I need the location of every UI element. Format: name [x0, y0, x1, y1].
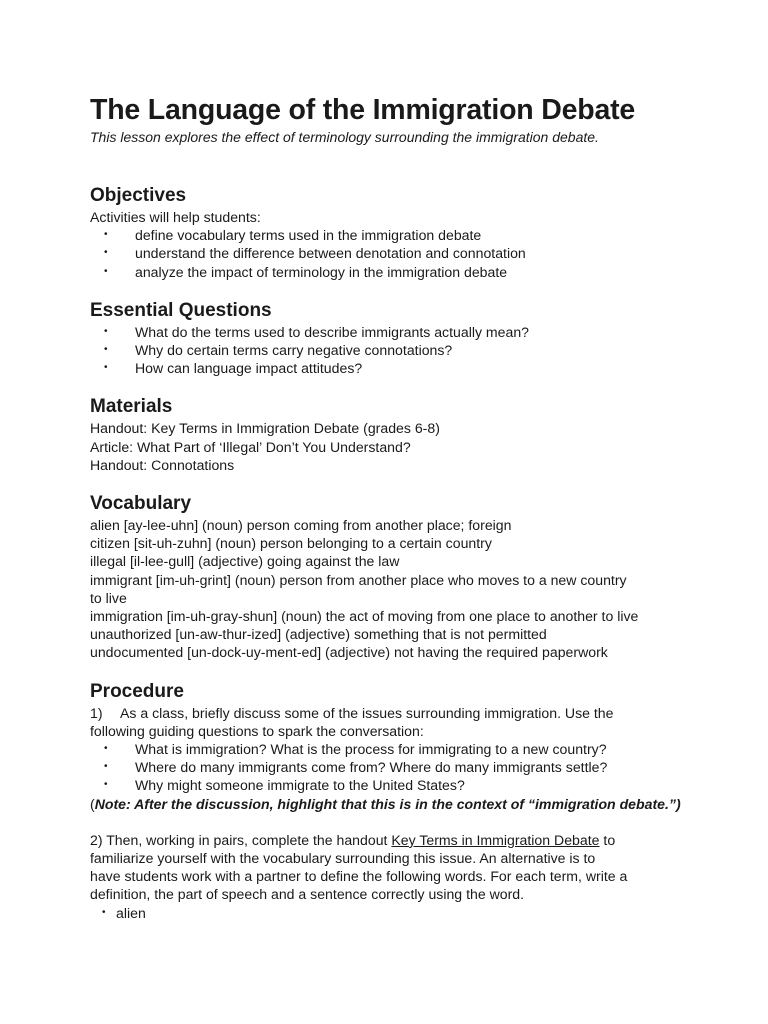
procedure-step-1: 1) As a class, briefly discuss some of the issues surrounding immigration. Use the: [90, 704, 614, 721]
vocabulary-line: citizen [sit-uh-zuhn] (noun) person belonging to a certain country: [90, 535, 492, 552]
objectives-list: [90, 226, 690, 281]
procedure-step-2: 2) Then, working in pairs, complete the handout Key Terms in Immigration Debate to: [90, 831, 616, 848]
materials-item: Handout: Connotations: [90, 456, 235, 473]
list-item: • alien: [102, 904, 146, 921]
guiding-questions-list: [90, 740, 690, 795]
materials-item: Article: What Part of ‘Illegal’ Don’t You Understand?: [90, 438, 411, 455]
page-subtitle: This lesson explores the effect of terminology surrounding the immigration debate.: [90, 129, 599, 145]
list-item: • What do the terms used to describe immigrants actually mean?: [104, 323, 530, 340]
list-item: • analyze the impact of terminology in the immigration debate: [104, 263, 508, 280]
vocabulary-heading: Vocabulary: [90, 493, 192, 515]
vocabulary-line: undocumented [un-dock-uy-ment-ed] (adjective) not having the required paperwork: [90, 644, 608, 661]
vocabulary-line: immigration [im-uh-gray-shun] (noun) the act of moving from one place to another to live: [90, 608, 639, 625]
procedure-step-1-continued: following guiding questions to spark the conversation:: [90, 722, 424, 739]
page-title: The Language of the Immigration Debate: [90, 94, 636, 126]
bullet-icon: •: [104, 229, 108, 241]
bullet-icon: •: [104, 325, 108, 337]
list-item: • Where do many immigrants come from? Where do many immigrants settle?: [104, 759, 608, 776]
bullet-icon: •: [104, 761, 108, 773]
procedure-step-2-line: have students work with a partner to define the following words. For each term, write a: [90, 868, 628, 885]
vocabulary-line: immigrant [im-uh-grint] (noun) person from another place who moves to a new country: [90, 571, 627, 588]
list-item: • define vocabulary terms used in the immigration debate: [104, 227, 482, 244]
vocabulary-line: unauthorized [un-aw-thur-ized] (adjective) something that is not permitted: [90, 626, 547, 643]
vocabulary-line: illegal [il-lee-gull] (adjective) going against the law: [90, 553, 400, 570]
vocabulary-line: alien [ay-lee-uhn] (noun) person coming from another place; foreign: [90, 517, 512, 534]
key-terms-link[interactable]: Key Terms in Immigration Debate: [391, 831, 600, 848]
materials-heading: Materials: [90, 396, 173, 418]
procedure-heading: Procedure: [90, 680, 184, 702]
objectives-intro: Activities will help students:: [90, 209, 261, 225]
terms-list: [90, 904, 690, 922]
materials-item: Handout: Key Terms in Immigration Debate (grades 6-8): [90, 420, 440, 437]
bullet-icon: •: [104, 247, 108, 259]
list-item: • understand the difference between denotation and connotation: [104, 245, 526, 262]
procedure-step-2-line: familiarize yourself with the vocabulary surrounding this issue. An alternative is to: [90, 850, 596, 867]
document-content: [90, 92, 690, 922]
essential-questions-list: [90, 323, 690, 378]
vocabulary-line: to live: [90, 589, 127, 606]
bullet-icon: •: [102, 906, 106, 918]
list-item: • Why might someone immigrate to the United States?: [104, 777, 465, 794]
bullet-icon: •: [104, 779, 108, 791]
objectives-heading: Objectives: [90, 185, 187, 206]
bullet-icon: •: [104, 344, 108, 356]
bullet-icon: •: [104, 362, 108, 374]
procedure-note: (Note: After the discussion, highlight that this is in the context of “immigration debate.”): [90, 795, 681, 812]
list-item: • Why do certain terms carry negative connotations?: [104, 342, 453, 359]
bullet-icon: •: [104, 265, 108, 277]
list-item: • How can language impact attitudes?: [104, 360, 363, 377]
essential-questions-heading: Essential Questions: [90, 299, 272, 321]
list-item: • What is immigration? What is the process for immigrating to a new country?: [104, 741, 607, 758]
procedure-step-2-line: definition, the part of speech and a sentence correctly using the word.: [90, 886, 525, 903]
step-number: 1): [90, 704, 103, 721]
bullet-icon: •: [104, 743, 108, 755]
